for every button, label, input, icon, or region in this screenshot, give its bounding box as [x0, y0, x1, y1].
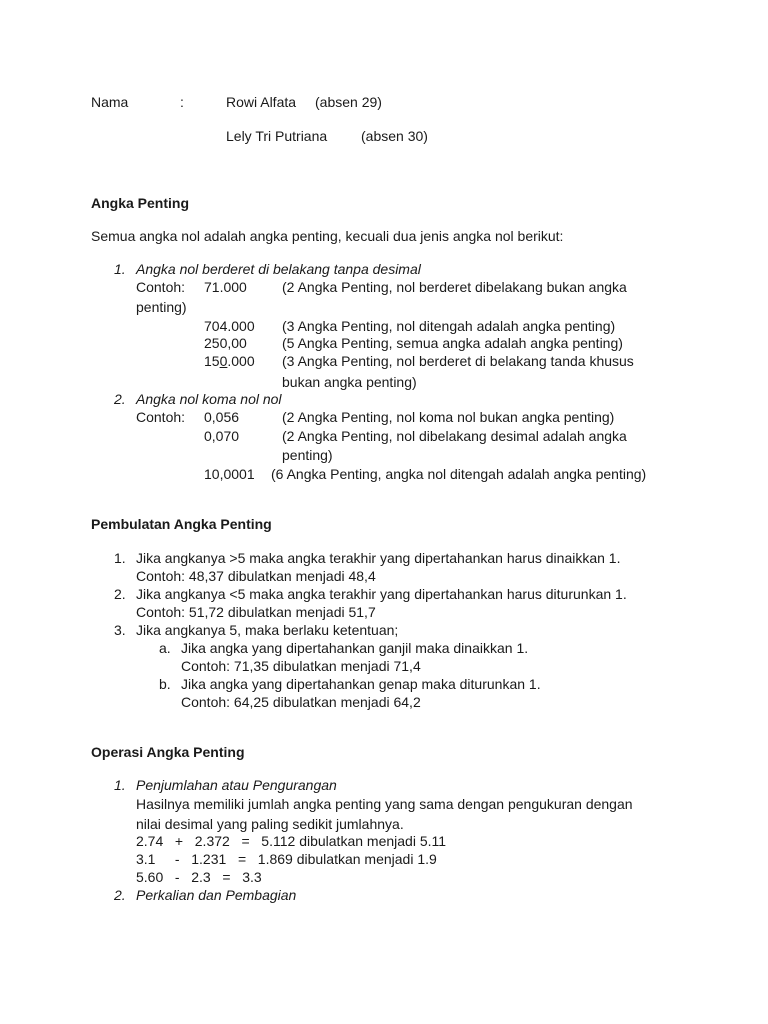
list-number: 1.: [114, 777, 126, 793]
sub-list-letter: b.: [159, 676, 171, 692]
contoh-label: Contoh:: [136, 279, 186, 295]
sub-rule-text: Jika angka yang dipertahankan ganjil maka dinaikkan 1.: [181, 640, 529, 656]
calculation-example: 2.74 + 2.372 = 5.112 dibulatkan menjadi 5.11: [136, 833, 447, 849]
sub-list-letter: a.: [159, 640, 171, 656]
rule-text: Jika angkanya <5 maka angka terakhir yang dipertahankan harus diturunkan 1.: [136, 586, 627, 602]
list-number: 3.: [114, 622, 126, 638]
list-item-title: Penjumlahan atau Pengurangan: [136, 777, 337, 793]
example-description: (2 Angka Penting, nol koma nol bukan angka penting): [282, 409, 615, 425]
list-number: 1.: [114, 261, 126, 277]
example-number: 10,0001: [204, 466, 255, 482]
list-item-title: Angka nol berderet di belakang tanpa desimal: [136, 261, 421, 277]
operation-description: nilai desimal yang paling sedikit jumlahnya.: [136, 816, 404, 832]
example-description-continued: penting): [282, 447, 333, 463]
member2-absen: (absen 30): [361, 128, 428, 144]
operation-description: Hasilnya memiliki jumlah angka penting yang sama dengan pengukuran dengan: [136, 796, 633, 812]
example-number: 0,070: [204, 428, 240, 444]
rule-text: Jika angkanya 5, maka berlaku ketentuan;: [136, 622, 399, 638]
example-description: (5 Angka Penting, semua angka adalah angka penting): [282, 335, 623, 351]
sub-rule-example: Contoh: 71,35 dibulatkan menjadi 71,4: [181, 658, 421, 674]
member1-absen: (absen 29): [315, 94, 382, 110]
example-description: (3 Angka Penting, nol ditengah adalah angka penting): [282, 318, 616, 334]
example-description: (2 Angka Penting, nol dibelakang desimal adalah angka: [282, 428, 627, 444]
list-item-title: Angka nol koma nol nol: [136, 391, 282, 407]
list-number: 2.: [114, 586, 126, 602]
member1-name: Rowi Alfata: [226, 94, 297, 110]
list-number: 2.: [114, 391, 126, 407]
example-number: 250,00: [204, 335, 247, 351]
section-intro: Semua angka nol adalah angka penting, kecuali dua jenis angka nol berikut:: [91, 228, 564, 244]
example-number: 150.000: [204, 353, 255, 369]
section-title-angka-penting: Angka Penting: [91, 195, 190, 211]
section-title-pembulatan: Pembulatan Angka Penting: [91, 516, 272, 532]
list-number: 1.: [114, 550, 126, 566]
example-description: (6 Angka Penting, angka nol ditengah adalah angka penting): [271, 466, 647, 482]
example-description-continued: penting): [136, 299, 187, 315]
example-description: (2 Angka Penting, nol berderet dibelakang bukan angka: [282, 279, 627, 295]
rule-example: Contoh: 48,37 dibulatkan menjadi 48,4: [136, 568, 376, 584]
section-title-operasi: Operasi Angka Penting: [91, 744, 245, 760]
calculation-example: 5.60 - 2.3 = 3.3: [136, 869, 262, 885]
sub-rule-example: Contoh: 64,25 dibulatkan menjadi 64,2: [181, 694, 421, 710]
list-item-title: Perkalian dan Pembagian: [136, 887, 297, 903]
example-description-continued: bukan angka penting): [282, 374, 417, 390]
example-description: (3 Angka Penting, nol berderet di belakang tanda khusus: [282, 353, 634, 369]
example-number: 704.000: [204, 318, 255, 334]
calculation-example: 3.1 - 1.231 = 1.869 dibulatkan menjadi 1.9: [136, 851, 437, 867]
list-number: 2.: [114, 887, 126, 903]
sub-rule-text: Jika angka yang dipertahankan genap maka diturunkan 1.: [181, 676, 541, 692]
rule-example: Contoh: 51,72 dibulatkan menjadi 51,7: [136, 604, 376, 620]
rule-text: Jika angkanya >5 maka angka terakhir yang dipertahankan harus dinaikkan 1.: [136, 550, 621, 566]
contoh-label: Contoh:: [136, 409, 186, 425]
example-number: 0,056: [204, 409, 240, 425]
nama-colon: :: [180, 94, 184, 110]
member2-name: Lely Tri Putriana: [226, 128, 328, 144]
nama-label: Nama: [91, 94, 129, 110]
example-number: 71.000: [204, 279, 247, 295]
